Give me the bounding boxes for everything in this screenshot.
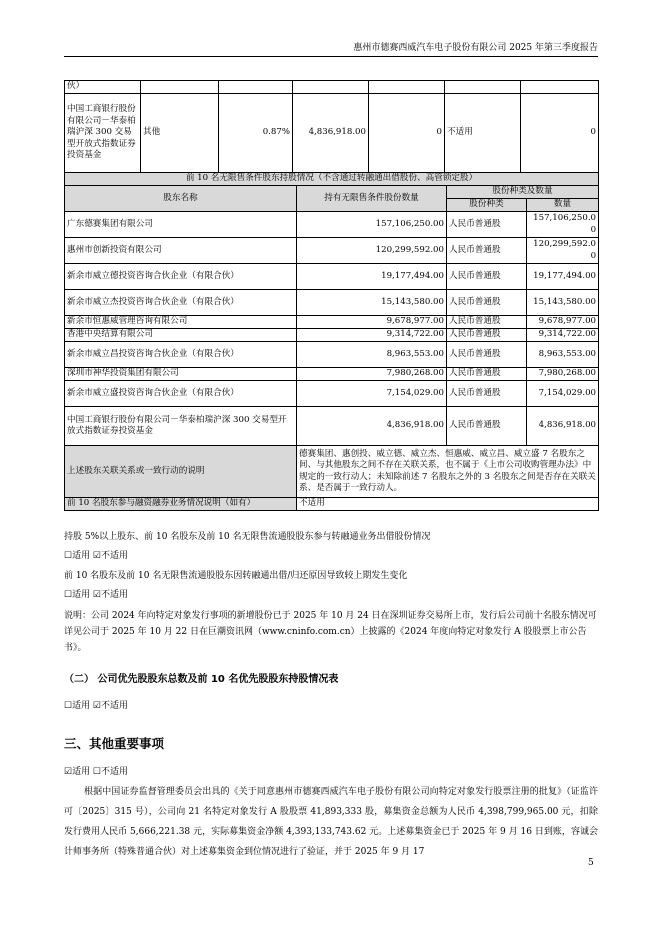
holding-shares: 4,836,918.00 xyxy=(293,94,369,173)
table-row xyxy=(65,264,599,290)
col-header-type: 股份种类 xyxy=(447,199,527,212)
shareholder-name: 新余市威立昌投资咨询合伙企业（有限合伙） xyxy=(65,342,297,368)
shares: 9,314,722.00 xyxy=(297,329,447,342)
table-row xyxy=(65,94,599,173)
table-row xyxy=(65,316,599,329)
top10-unrestricted-table xyxy=(64,172,599,511)
shareholder-name: 香港中央结算有限公司 xyxy=(65,329,297,342)
lending-choice: ☐适用 ☑不适用 xyxy=(64,551,128,561)
share-type: 人民币普通股 xyxy=(447,381,527,407)
page-number: 5 xyxy=(588,858,594,868)
shareholder-name: 新余市威立杰投资咨询合伙企业（有限合伙） xyxy=(65,290,297,316)
table-row xyxy=(65,368,599,381)
relation-text: 德赛集团、惠创投、威立德、威立杰、恒惠威、威立昌、威立盛 7 名股东之间、与其他股东之间不存在关联关系，也不属于《上市公司收购管理办法》中规定的一致行动人；未知除前述 7 名股东之外的 3 名股东之间是否存在关联关系、是否属于一致行动人。 xyxy=(297,446,599,498)
table-row xyxy=(65,381,599,407)
share-qty: 9,314,722.00 xyxy=(527,329,599,342)
shares: 157,106,250.00 xyxy=(297,212,447,238)
pledge-status: 不适用 xyxy=(445,94,521,173)
col-header-shares: 持有无限售条件股份数量 xyxy=(297,186,447,212)
shareholder-name: 广东德赛集团有限公司 xyxy=(65,212,297,238)
change-choice: ☐适用 ☑不适用 xyxy=(64,590,128,600)
table-row xyxy=(65,498,599,511)
section-other-choice: ☑适用 ☐不适用 xyxy=(64,767,128,777)
share-type: 人民币普通股 xyxy=(447,212,527,238)
col-header-name: 股东名称 xyxy=(65,186,297,212)
share-qty: 7,154,029.00 xyxy=(527,381,599,407)
share-type: 人民币普通股 xyxy=(447,329,527,342)
shares: 9,678,977.00 xyxy=(297,316,447,329)
share-qty: 157,106,250.00 xyxy=(527,212,599,238)
holding-ratio: 0.87% xyxy=(219,94,293,173)
table-row xyxy=(65,342,599,368)
share-type: 人民币普通股 xyxy=(447,264,527,290)
lending-title: 持股 5%以上股东、前 10 名股东及前 10 名无限售流通股股东参与转融通业务出借股份情况 xyxy=(64,532,431,542)
col-header-qty: 数量 xyxy=(527,199,599,212)
shareholder-nature: 其他 xyxy=(141,94,219,173)
table-row xyxy=(65,329,599,342)
top-shareholders-table-continued xyxy=(64,80,599,173)
section-preferred-choice: ☐适用 ☑不适用 xyxy=(64,701,128,711)
table-row xyxy=(65,81,599,94)
page-header: 惠州市德赛西威汽车电子股份有限公司 2025 年第三季度报告 xyxy=(64,40,598,57)
share-type: 人民币普通股 xyxy=(447,238,527,264)
pledge-count: 0 xyxy=(521,94,599,173)
margin-text: 不适用 xyxy=(297,498,599,511)
shareholder-name: 新余市威立德投资咨询合伙企业（有限合伙） xyxy=(65,264,297,290)
share-type: 人民币普通股 xyxy=(447,290,527,316)
table-row xyxy=(65,212,599,238)
share-qty: 120,299,592.00 xyxy=(527,238,599,264)
shares: 8,963,553.00 xyxy=(297,342,447,368)
shares: 7,980,268.00 xyxy=(297,368,447,381)
table-row xyxy=(65,238,599,264)
shares: 15,143,580.00 xyxy=(297,290,447,316)
shareholder-name: 伙） xyxy=(65,81,141,94)
share-qty: 4,836,918.00 xyxy=(527,407,599,446)
share-qty: 19,177,494.00 xyxy=(527,264,599,290)
margin-label: 前 10 名股东参与融资融券业务情况说明（如有） xyxy=(65,498,297,511)
section-other-body: 根据中国证券监督管理委员会出具的《关于同意惠州市德赛西威汽车电子股份有限公司向特定对象发行股票注册的批复》（证监许可〔2025〕315 号），公司向 21 名特定对象发行 A 股股票 41,893,333 股，募集资金总额为人民币 4,398,799,965.00 元，扣除发行费用人民币 5,666,221.38 元，实际募集资金净额 4,393,133,743.62 元。上述募集资金已于 2025 年 9 月 16 日到账，容诚会计师事务所（特殊普通合伙）对上述募集资金到位情况进行了验证，并于 2025 年 9 月 17 xyxy=(64,787,598,857)
section-preferred-title: （二） 公司优先股股东总数及前 10 名优先股股东持股情况表 xyxy=(64,674,339,685)
share-qty: 15,143,580.00 xyxy=(527,290,599,316)
shareholder-name: 深圳市神华投资集团有限公司 xyxy=(65,368,297,381)
share-qty: 8,963,553.00 xyxy=(527,342,599,368)
share-type: 人民币普通股 xyxy=(447,407,527,446)
share-type: 人民币普通股 xyxy=(447,368,527,381)
share-type: 人民币普通股 xyxy=(447,342,527,368)
shareholder-name: 惠州市创新投资有限公司 xyxy=(65,238,297,264)
share-type: 人民币普通股 xyxy=(447,316,527,329)
relation-label: 上述股东关联关系或一致行动的说明 xyxy=(65,446,297,498)
change-title: 前 10 名股东及前 10 名无限售流通股股东因转融通出借/归还原因导致较上期发生变化 xyxy=(64,571,408,581)
explanation-note: 说明：公司 2024 年向特定对象发行事项的新增股份已于 2025 年 10 月 24 日在深圳证券交易所上市，发行后公司前十名股东情况可详见公司于 2025 年 10 月 22 日在巨潮资讯网（www.cninfo.com.cn）上披露的《2024 年度向特定对象发行 A 股股票上市公告书》。 xyxy=(64,611,597,653)
share-qty: 7,980,268.00 xyxy=(527,368,599,381)
section-other-title: 三、其他重要事项 xyxy=(64,736,165,751)
shares: 19,177,494.00 xyxy=(297,264,447,290)
table-title: 前 10 名无限售条件股东持股情况（不含通过转融通出借股份、高管锁定股） xyxy=(65,173,599,186)
restricted-shares: 0 xyxy=(369,94,445,173)
table-row xyxy=(65,407,599,446)
shares: 7,154,029.00 xyxy=(297,381,447,407)
shares: 4,836,918.00 xyxy=(297,407,447,446)
shareholder-name: 中国工商银行股份有限公司－华泰柏瑞沪深 300 交易型开放式指数证券投资基金 xyxy=(65,407,297,446)
shareholder-name: 新余市恒惠威管理咨询有限公司 xyxy=(65,316,297,329)
shareholder-name: 中国工商银行股份有限公司－华泰柏瑞沪深 300 交易型开放式指数证券投资基金 xyxy=(65,94,141,173)
shareholder-name: 新余市威立盛投资咨询合伙企业（有限合伙） xyxy=(65,381,297,407)
table-row xyxy=(65,446,599,498)
shares: 120,299,592.00 xyxy=(297,238,447,264)
share-qty: 9,678,977.00 xyxy=(527,316,599,329)
table-row xyxy=(65,290,599,316)
col-header-type-group: 股份种类及数量 xyxy=(447,186,599,199)
